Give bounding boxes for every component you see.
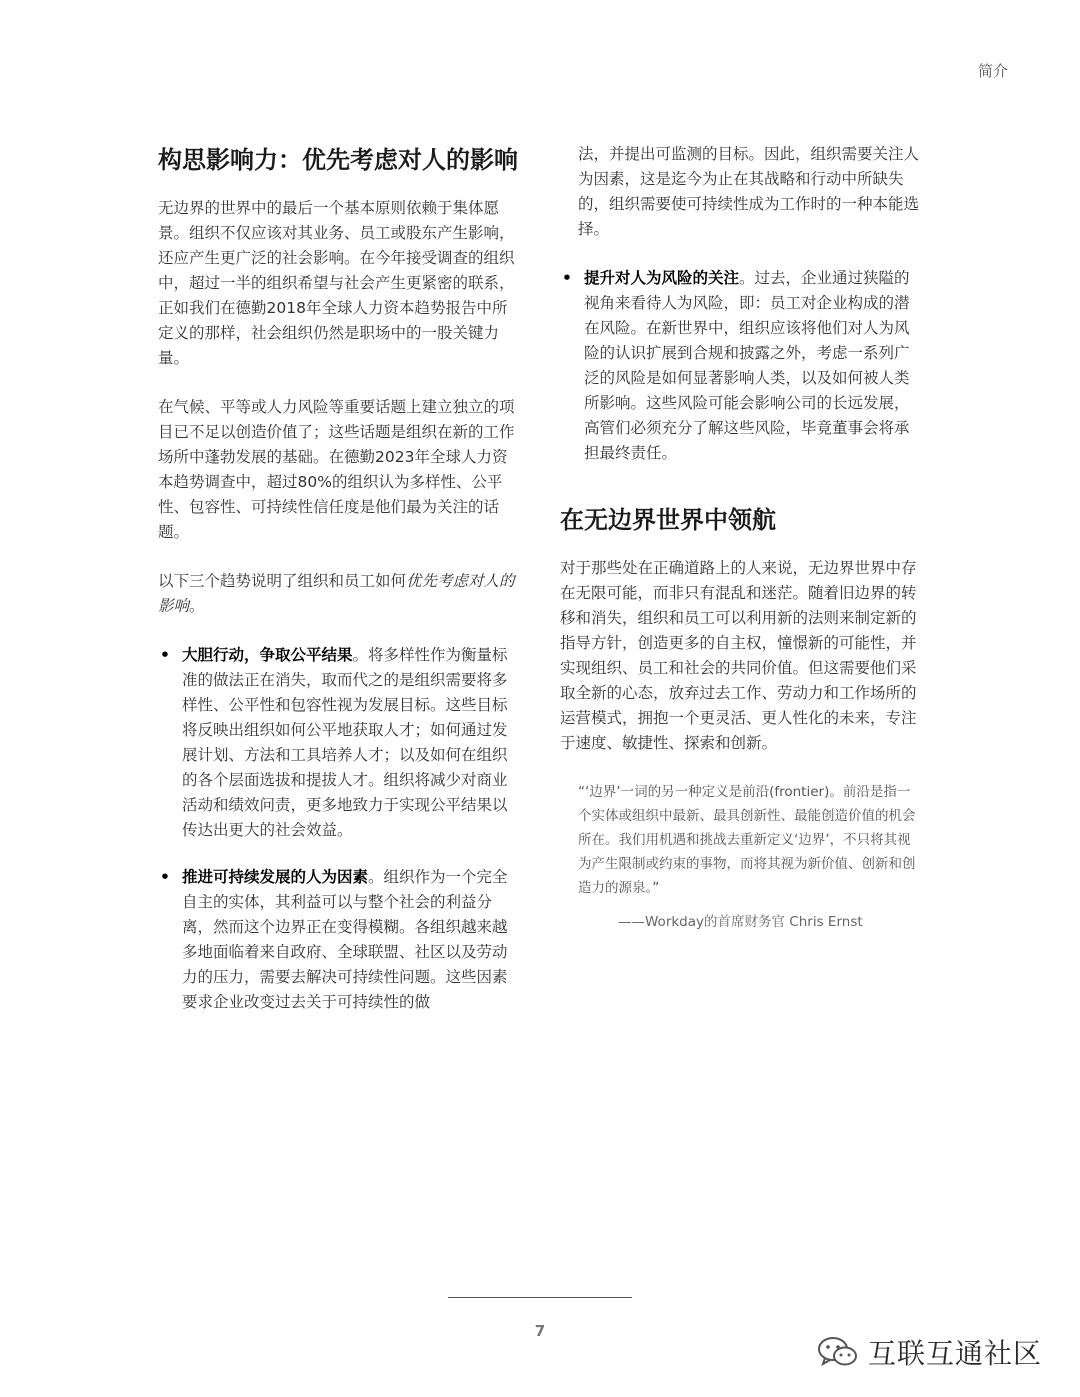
list-item (158, 643, 520, 843)
list-item (158, 865, 520, 1015)
bullet-icon: • (160, 646, 170, 664)
paragraph: 无边界的世界中的最后一个基本原则依赖于集体愿景。组织不仅应该对其业务、员工或股东产生影响，还应产生更广泛的社会影响。在今年接受调查的组织中，超过一半的组织希望与社会产生更紧密的联系，正如我们在德勤2018年全球人力资本趋势报告中所定义的那样，社会组织仍然是职场中的一股关键力量。 (158, 199, 515, 367)
watermark (816, 1332, 1042, 1372)
quote-attribution: ——Workday的首席财务官 Chris Ernst (618, 914, 863, 930)
bullet-icon: • (160, 868, 170, 886)
right-column (560, 142, 920, 930)
watermark-text: 互联互通社区 (867, 1337, 1042, 1370)
intro-text: 以下三个趋势说明了组织和员工如何 (158, 572, 407, 590)
footer-divider (448, 1297, 632, 1298)
intro-italic: 优先考虑对人的影响 (158, 572, 515, 615)
list-item-title: 推进可持续发展的人为因素 (182, 868, 369, 886)
list-item-title: 大胆行动，争取公平结果 (182, 646, 353, 664)
wechat-icon (816, 1334, 860, 1370)
paragraph-intro (158, 569, 520, 619)
left-column (158, 142, 520, 1039)
trend-list (158, 643, 520, 1015)
paragraph: 在气候、平等或人力风险等重要话题上建立独立的项目已不足以创造价值了；这些话题是组织在新的工作场所中蓬勃发展的基础。在德勤2023年全球人力资本趋势调查中，超过80%的组织认为多样性、公平性、包容性、可持续性信任度是他们最为关注的话题。 (158, 398, 515, 541)
list-item-text: 。组织作为一个完全自主的实体，其利益可以与整个社会的利益分离，然而这个边界正在变得模糊。各组织越来越多地面临着来自政府、全球联盟、社区以及劳动力的压力，需要去解决可持续性问题。这些因素要求企业改变过去关于可持续性的做 (182, 868, 508, 1011)
list-item-text: 。过去，企业通过狭隘的视角来看待人为风险，即：员工对企业构成的潜在风险。在新世界中，组织应该将他们对人为风险的认识扩展到合规和披露之外，考虑一系列广泛的风险是如何显著影响人类，以及如何被人类所影响。这些风险可能会影响公司的长远发展，高管们必须充分了解这些风险，毕竟董事会将承担最终责任。 (584, 269, 910, 462)
pull-quote: “‘边界’一词的另一种定义是前沿(frontier)。前沿是指一个实体或组织中最新、最具创新性、最能创造价值的机会所在。我们用机遇和挑战去重新定义‘边界’，不只将其视为产生限制或约束的事物，而将其视为新价值、创新和创造力的源泉。” (578, 784, 916, 896)
intro-suffix: 。 (189, 597, 205, 615)
section-label: 简介 (977, 62, 1008, 80)
list-item (560, 266, 920, 466)
paragraph: 对于那些处在正确道路上的人来说，无边界世界中存在无限可能，而非只有混乱和迷茫。随着旧边界的转移和消失，组织和员工可以利用新的法则来制定新的指导方针，创造更多的自主权，憧憬新的可能性，并实现组织、员工和社会的共同价值。但这需要他们采取全新的心态，放弃过去工作、劳动力和工作场所的运营模式，拥抱一个更灵活、更人性化的未来，专注于速度、敏捷性、探索和创新。 (560, 559, 917, 752)
section-heading-navigate: 在无边界世界中领航 (560, 506, 776, 534)
trend-list (560, 266, 920, 466)
page-number: 7 (534, 1322, 546, 1340)
section-heading-impact: 构思影响力：优先考虑对人的影响 (158, 146, 518, 174)
list-item-text: 。将多样性作为衡量标准的做法正在消失，取而代之的是组织需要将多样性、公平性和包容性视为发展目标。这些目标将反映出组织如何公平地获取人才；如何通过发展计划、方法和工具培养人才；以及如何在组织的各个层面选拔和提拔人才。组织将减少对商业活动和绩效问责，更多地致力于实现公平结果以传达出更大的社会效益。 (182, 646, 508, 839)
list-item-title: 提升对人为风险的关注 (584, 269, 740, 287)
bullet-icon: • (562, 269, 572, 287)
list-item-continuation: 法，并提出可监测的目标。因此，组织需要关注人为因素，这是迄今为止在其战略和行动中所缺失的，组织需要使可持续性成为工作时的一种本能选择。 (578, 145, 920, 238)
